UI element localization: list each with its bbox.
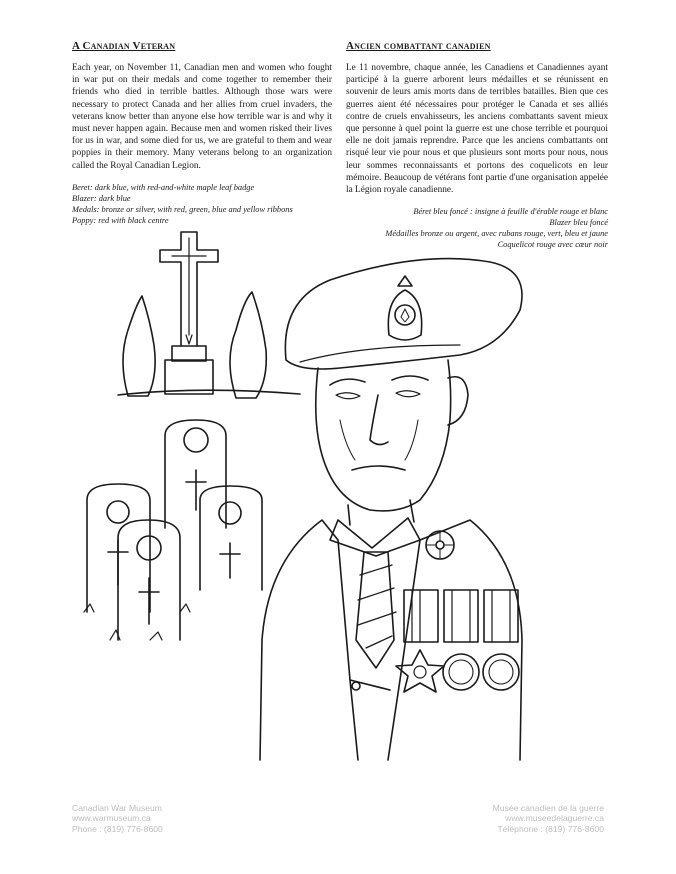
website-fr[interactable]: www.museedelaguerre.ca [505, 813, 604, 824]
french-body: Le 11 novembre, chaque année, les Canadiens et Canadiennes ayant participé à la guerre arborent leurs médailles et se réunissent en souvenir de leurs amis morts dans de terribles batailles. Bien que ces guerres aient été nécessaires pour protéger le Canada et ses alliés contre de cruels envahisseurs, les anciens combattants savent mieux que personne à quel point la guerre est une chose terrible et pourquoi elle ne doit jamais reprendre. Parce que les anciens combattants ont risqué leur vie pour nous et que plusieurs sont morts pour nous, nous leur sommes reconnaissants et portons des coquelicots en leur mémoire. Beaucoup de vétérans font partie d'une organisation appelée la Légion royale canadienne. [346, 63, 608, 196]
tie [356, 552, 394, 668]
english-note-poppy: Poppy: red with black centre [72, 215, 169, 225]
poppy-icon [426, 531, 454, 559]
blazer-button-icon [352, 682, 360, 690]
english-note-medals: Medals: bronze or silver, with red, green, blue and yellow ribbons [72, 204, 293, 214]
medal-ribbons [404, 590, 518, 642]
footer-french [493, 803, 604, 834]
english-body: Each year, on November 11, Canadian men and women who fought in war put on their medals and come together to remember their friends who died in terrible battles. Although those wars were necessary to protect Canada and her allies from cruel invaders, the veterans know better than anyone else how terrible war is and why it must never happen again. Because men and women risked their lives for us in war, and some died for us, we are grateful to them and wear poppies in their memory. Many veterans belong to an organization called the Royal Canadian Legion. [72, 63, 332, 171]
service-medal-icon [483, 654, 519, 690]
footer-english [72, 803, 163, 834]
memorial-cross-icon [160, 232, 218, 394]
french-note-beret: Béret bleu foncé : insigne à feuille d'érable rouge et blanc [413, 207, 608, 217]
museum-name-en: Canadian War Museum [72, 803, 162, 813]
french-note-medals: Médailles bronze ou argent, avec rubans rouge, vert, bleu et jaune [385, 229, 608, 239]
round-medal-icon [443, 654, 479, 690]
grass [84, 604, 190, 640]
tree-left [123, 296, 155, 396]
phone-fr: Téléphone : (819) 776-8600 [497, 823, 604, 834]
english-note-beret: Beret: dark blue, with red-and-white maple leaf badge [72, 182, 255, 192]
website-en[interactable]: www.warmuseum.ca [72, 813, 151, 824]
headstone-front-icon [118, 520, 180, 640]
museum-name-fr: Musée canadien de la guerre [492, 803, 604, 813]
veteran-figure [260, 259, 522, 760]
shirt-collar [330, 518, 420, 556]
headstone-right-icon [200, 486, 262, 590]
french-note-blazer: Blazer bleu foncé [549, 218, 608, 228]
cap-badge-icon [388, 276, 421, 340]
french-title: Ancien combattant canadien [346, 40, 491, 52]
french-note-poppy: Coquelicot rouge avec cœur noir [497, 240, 608, 250]
english-note-blazer: Blazer: dark blue [72, 193, 131, 203]
headstone-back-icon [165, 420, 226, 528]
phone-en: Phone : (819) 776-8600 [72, 823, 163, 834]
tree-right [230, 292, 266, 398]
beret [285, 259, 522, 369]
english-title: A Canadian Veteran [72, 40, 176, 52]
blazer [260, 520, 358, 760]
